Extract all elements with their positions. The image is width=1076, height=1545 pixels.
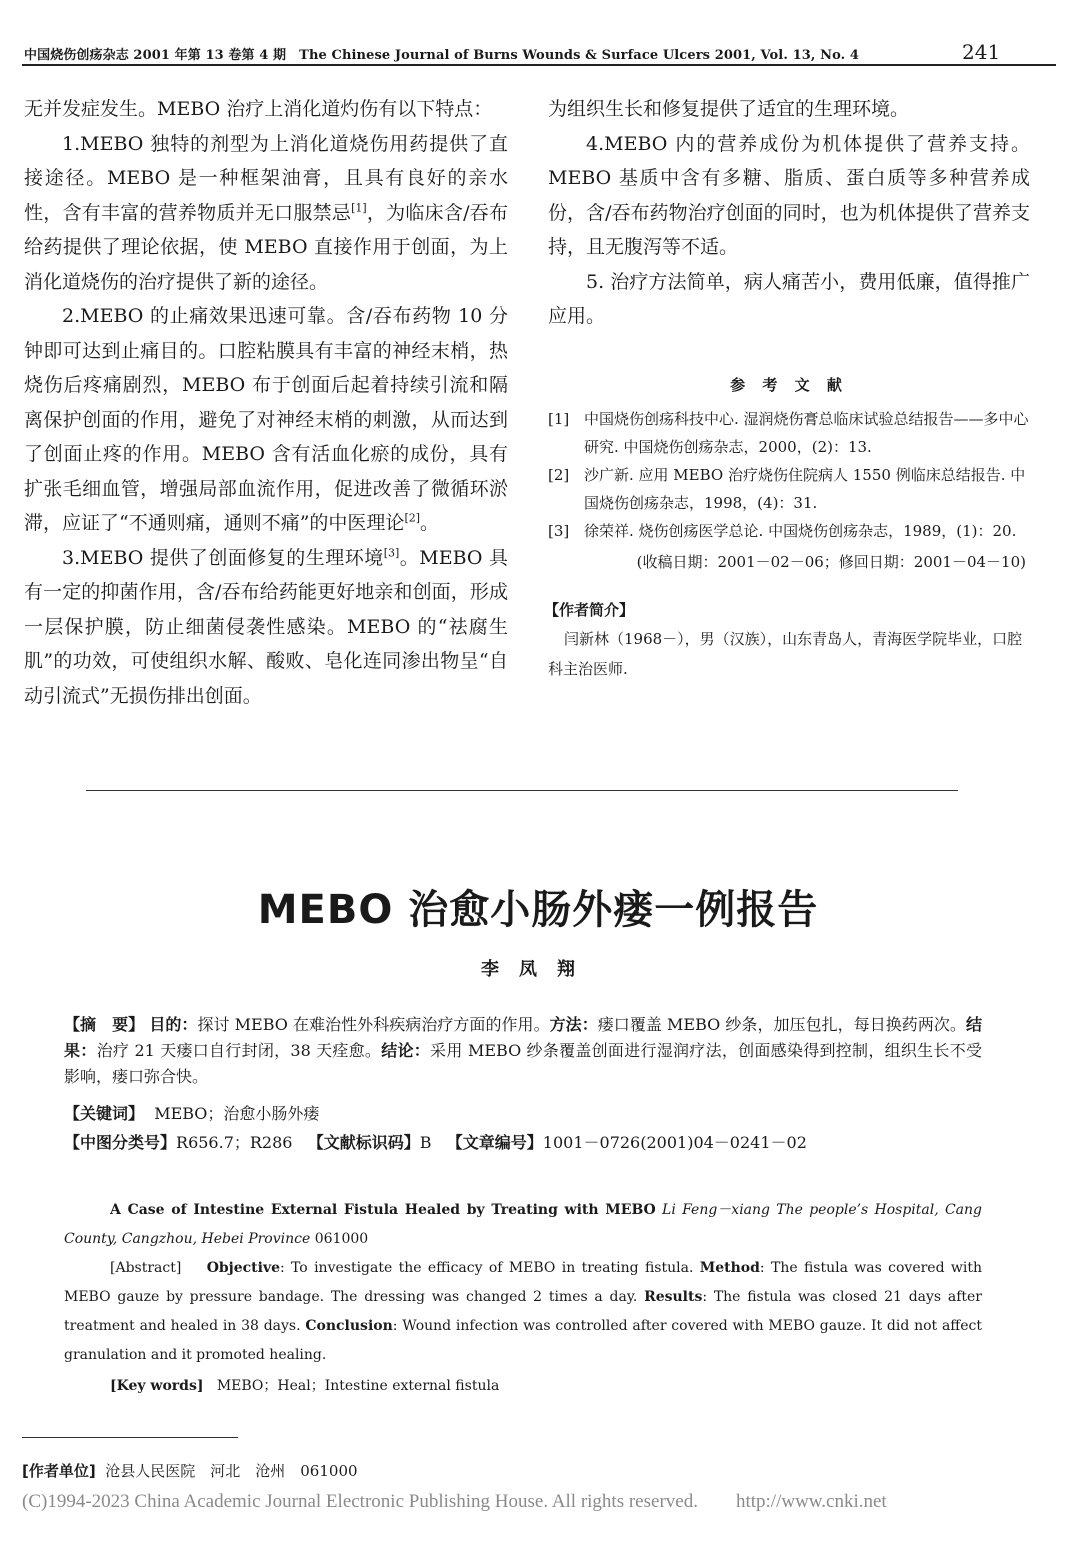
- paragraph: [24, 127, 508, 300]
- english-results-text: : The fistula was closed 21 days after treatment and healed in 38 days.: [64, 1289, 982, 1334]
- paragraph: 为组织生长和修复提供了适宜的生理环境。: [548, 98, 910, 120]
- english-keywords: [64, 1372, 982, 1401]
- page-number: 241: [962, 40, 1001, 64]
- author-affiliation: [22, 1460, 358, 1481]
- method-text: 瘘口覆盖 MEBO 纱条，加压包扎，每日换药两次。: [597, 1015, 966, 1034]
- english-postcode: 061000: [314, 1231, 369, 1247]
- classification-line: [64, 1130, 982, 1156]
- section-divider: [86, 790, 958, 791]
- conclusion-label: 结论：: [381, 1041, 431, 1060]
- paragraph-text: 。: [420, 512, 440, 534]
- reference-text: 徐荣祥. 烧伤创疡医学总论. 中国烧伤创疡杂志，1989，(1)：20.: [584, 521, 1017, 540]
- objective-label: 目的：: [149, 1015, 198, 1034]
- chinese-keywords: [64, 1101, 982, 1127]
- abstract-label: 【摘 要】: [64, 1015, 145, 1034]
- doc-code-label: 【文献标识码】: [307, 1133, 420, 1152]
- english-title-line: [64, 1196, 982, 1254]
- reference-number: [2]: [548, 465, 570, 484]
- clc-label: 【中图分类号】: [64, 1133, 177, 1152]
- paragraph-text: 3.MEBO 提供了创面修复的生理环境: [62, 546, 384, 569]
- article-author: 李凤翔: [481, 959, 595, 980]
- keywords-value: MEBO；治愈小肠外瘘: [154, 1104, 320, 1123]
- author-bio-text: 闫新林（1968－），男（汉族），山东青岛人，青海医学院毕业，口腔科主治医师.: [548, 629, 1023, 678]
- affiliation-label: [作者单位]: [22, 1462, 96, 1480]
- paragraph: [24, 299, 508, 541]
- paragraph-text: ，为临床含/吞布给药提供了理论依据，使 MEBO 直接作用于创面，为上消化道烧伤的治疗提供了新的途径。: [24, 201, 508, 293]
- copyright-watermark: (C)1994-2023 China Academic Journal Electronic Publishing House. All rights reserved. http://www.cnki.net: [22, 1491, 887, 1512]
- left-column: [24, 92, 508, 713]
- article-title: MEBO 治愈小肠外瘘一例报告: [257, 887, 819, 933]
- english-abstract: [64, 1254, 982, 1370]
- doc-code-value: B: [419, 1133, 432, 1152]
- english-author: Li Feng－xiang: [662, 1202, 770, 1218]
- english-title: A Case of Intestine External Fistula Healed by Treating with MEBO: [110, 1202, 656, 1218]
- paragraph-text: 1.MEBO 独特的剂型为上消化道烧伤用药提供了直接途径。MEBO 是一种框架油膏，且具有良好的亲水性，含有丰富的营养物质并无口服禁忌: [24, 132, 508, 224]
- english-keywords-label: [Key words]: [110, 1378, 204, 1394]
- english-conclusion-label: Conclusion: [305, 1318, 393, 1334]
- citation: [2]: [404, 511, 421, 525]
- english-results-label: Results: [644, 1289, 703, 1305]
- header-rule: [22, 64, 1056, 66]
- paragraph: [24, 541, 508, 714]
- paragraph-text: 无并发症发生。MEBO 治疗上消化道灼伤有以下特点：: [24, 98, 493, 120]
- paragraph: [24, 92, 508, 127]
- reference-number: [1]: [548, 409, 570, 428]
- running-header: 中国烧伤创疡杂志 2001 年第 13 卷第 4 期 The Chinese Journal of Burns Wounds & Surface Ulcers 2001, Vol. 13, No. 4: [24, 48, 860, 63]
- english-conclusion-text: : Wound infection was controlled after covered with MEBO gauze. It did not affect granulation and it promoted healing.: [64, 1318, 983, 1363]
- article-id-label: 【文章编号】: [446, 1133, 543, 1152]
- citation: [1]: [351, 201, 367, 215]
- reference-item: [548, 461, 1030, 517]
- english-method-label: Method: [699, 1260, 760, 1276]
- reference-text: 中国烧伤创疡科技中心. 湿润烧伤膏总临床试验总结报告——多中心研究. 中国烧伤创疡杂志，2000，(2)：13.: [584, 409, 1029, 456]
- author-bio-heading: 【作者简介】: [544, 600, 635, 619]
- english-keywords-value: MEBO；Heal；Intestine external fistula: [216, 1378, 500, 1394]
- citation: [3]: [383, 546, 400, 560]
- article-id-value: 1001－0726(2001)04－0241－02: [542, 1133, 807, 1152]
- paragraph: 4.MEBO 内的营养成份为机体提供了营养支持。MEBO 基质中含有多糖、脂质、蛋白质等多种营养成份，含/吞布药物治疗创面的同时，也为机体提供了营养支持，且无腹泻等不适。: [548, 132, 1030, 258]
- result-text: 治疗 21 天瘘口自行封闭，38 天痊愈。: [96, 1041, 382, 1060]
- received-dates: (收稿日期：2001－02－06；修回日期：2001－04－10): [636, 552, 1026, 571]
- result-label: 结果：: [64, 1015, 982, 1060]
- english-abstract-label: [Abstract]: [110, 1260, 182, 1276]
- reference-number: [3]: [548, 521, 570, 540]
- references-heading: 参 考 文 献: [730, 375, 848, 394]
- footnote-rule: [22, 1437, 238, 1438]
- method-label: 方法：: [549, 1015, 598, 1034]
- paragraph: 5. 治疗方法简单，病人痛苦小，费用低廉，值得推广应用。: [548, 270, 1030, 327]
- keywords-label: 【关键词】: [64, 1104, 145, 1123]
- english-objective-label: Objective: [206, 1260, 280, 1276]
- conclusion-text: 采用 MEBO 纱条覆盖创面进行湿润疗法，创面感染得到控制，组织生长不受影响，瘘口弥合快。: [64, 1041, 982, 1086]
- paragraph-text: 2.MEBO 的止痛效果迅速可靠。含/吞布药物 10 分钟即可达到止痛目的。口腔粘膜具有丰富的神经末梢，热烧伤后疼痛剧烈，MEBO 布于创面后起着持续引流和隔离保护创面的作用，避免了对神经末梢的刺激，从而达到了创面止疼的作用。MEBO 含有活血化瘀的成份，具有扩张毛细血管，增强局部血流作用，促进改善了微循环淤滞，应证了“不通则痛，通则不痛”的中医理论: [24, 305, 508, 534]
- clc-value: R656.7；R286: [176, 1133, 293, 1152]
- right-column: [544, 92, 1030, 684]
- english-method-text: : The fistula was covered with MEBO gauze by pressure bandage. The dressing was changed 2 times a day.: [64, 1260, 982, 1305]
- english-affiliation: The people’s Hospital, Cang County, Cangzhou, Hebei Province: [64, 1202, 982, 1247]
- reference-item: [548, 517, 1030, 545]
- paragraph-text: 。MEBO 具有一定的抑菌作用，含/吞布给药能更好地亲和创面，形成一层保护膜，防止细菌侵袭性感染。MEBO 的“祛腐生肌”的功效，可使组织水解、酸败、皂化连同渗出物呈“自动引流式”无损伤排出创面。: [24, 546, 508, 707]
- reference-item: [548, 405, 1030, 461]
- chinese-abstract: [64, 1012, 982, 1090]
- affiliation-text: 沧县人民医院 河北 沧州 061000: [105, 1462, 358, 1480]
- reference-text: 沙广新. 应用 MEBO 治疗烧伤住院病人 1550 例临床总结报告. 中国烧伤创疡杂志，1998，(4)：31.: [584, 465, 1026, 512]
- objective-text: 探讨 MEBO 在难治性外科疾病治疗方面的作用。: [197, 1015, 550, 1034]
- english-objective-text: : To investigate the efficacy of MEBO in treating fistula.: [280, 1260, 694, 1276]
